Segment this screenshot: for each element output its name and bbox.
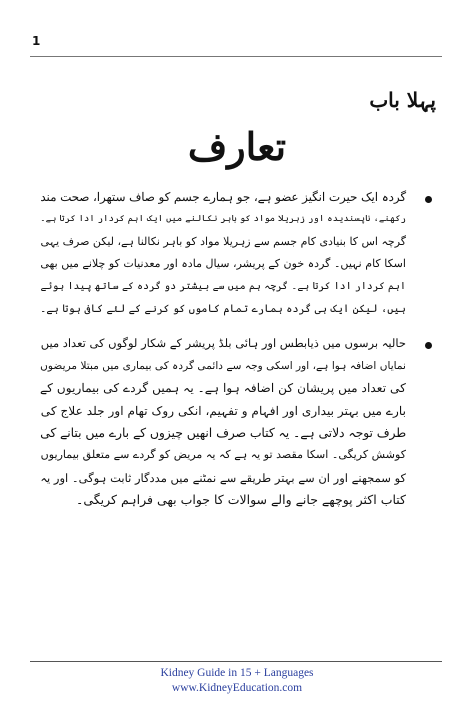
paragraph-line: کی تعداد میں پریشان کن اضافہ ہوا ہے۔ یہ ہمیں گردے کی بیماریوں کے xyxy=(39,381,406,396)
bullet-paragraph-2 xyxy=(40,332,436,511)
footer xyxy=(0,666,474,696)
header-divider xyxy=(30,56,442,57)
paragraph-line: کو سمجھنے اور ان سے بہتر طریقے سے نمٹنے میں مددگار ثابت ہوگی۔ اور یہ xyxy=(40,470,406,485)
paragraph-line: کوشش کریگی۔ اسکا مقصد تو یہ ہے کہ یہ مریض کو گردے سے متعلق بیماریوں xyxy=(40,448,406,462)
paragraph-line: ہیں، لیکن ایک ہی گردہ ہمارے تمام کاموں کو کرنے کے لئے کافی ہوتا ہے۔ xyxy=(40,302,406,316)
paragraph-line: اہم کردار ادا کرتا ہے۔ گرچہ ہم میں سے بیشتر دو گردہ کے ساتھ پیدا ہوئے xyxy=(40,280,406,292)
paragraph-line: رکھنے، ناپسندیدہ اور زہریلا مواد کو باہر نکالنے میں ایک اہم کردار ادا کرتا ہے۔ xyxy=(40,213,406,225)
page-title: تعارف xyxy=(187,124,287,169)
bullet-icon xyxy=(425,196,432,203)
bullet-paragraph-1 xyxy=(40,186,436,320)
footer-guide-title: Kidney Guide in 15 + Languages xyxy=(160,667,314,679)
paragraph-line: بارے میں بہتر بیداری اور افہام و تفہیم، انکی روک تھام اور جلد علاج کی xyxy=(40,403,406,418)
footer-website-link[interactable]: www.KidneyEducation.com xyxy=(171,682,303,694)
paragraph-line: گرچہ اس کا بنیادی کام جسم سے زہریلا مواد کو باہر نکالنا ہے، لیکن صرف یہی xyxy=(40,234,406,248)
body-content xyxy=(40,186,436,524)
paragraph-line: حالیہ برسوں میں ذیابطس اور ہائی بلڈ پریشر کے شکار لوگوں کی تعداد میں xyxy=(40,336,406,351)
bullet-icon xyxy=(425,342,432,349)
paragraph-line: گردہ ایک حیرت انگیز عضو ہے، جو ہمارے جسم کو صاف ستھرا، صحت مند xyxy=(40,190,406,204)
paragraph-line: طرف توجہ دلاتی ہے۔ یہ کتاب صرف انھیں چیزوں کے بارے میں بتانے کی xyxy=(40,426,406,441)
paragraph-line: اسکا کام نہیں۔ گردہ خون کے پریشر، سیال مادہ اور معدنیات کو چلانے میں بھی xyxy=(40,257,406,271)
chapter-label: پہلا باب xyxy=(369,88,436,112)
footer-divider xyxy=(30,661,442,662)
paragraph-line: کتاب اکثر پوچھے جانے والے سوالات کا جواب بھی فراہم کریگی۔ xyxy=(76,492,406,508)
paragraph-line: نمایاں اضافہ ہوا ہے، اور اسکی وجہ سے دائمی گردہ کی بیماری میں مبتلا مریضوں xyxy=(40,358,406,372)
page-number: 1 xyxy=(32,34,41,48)
